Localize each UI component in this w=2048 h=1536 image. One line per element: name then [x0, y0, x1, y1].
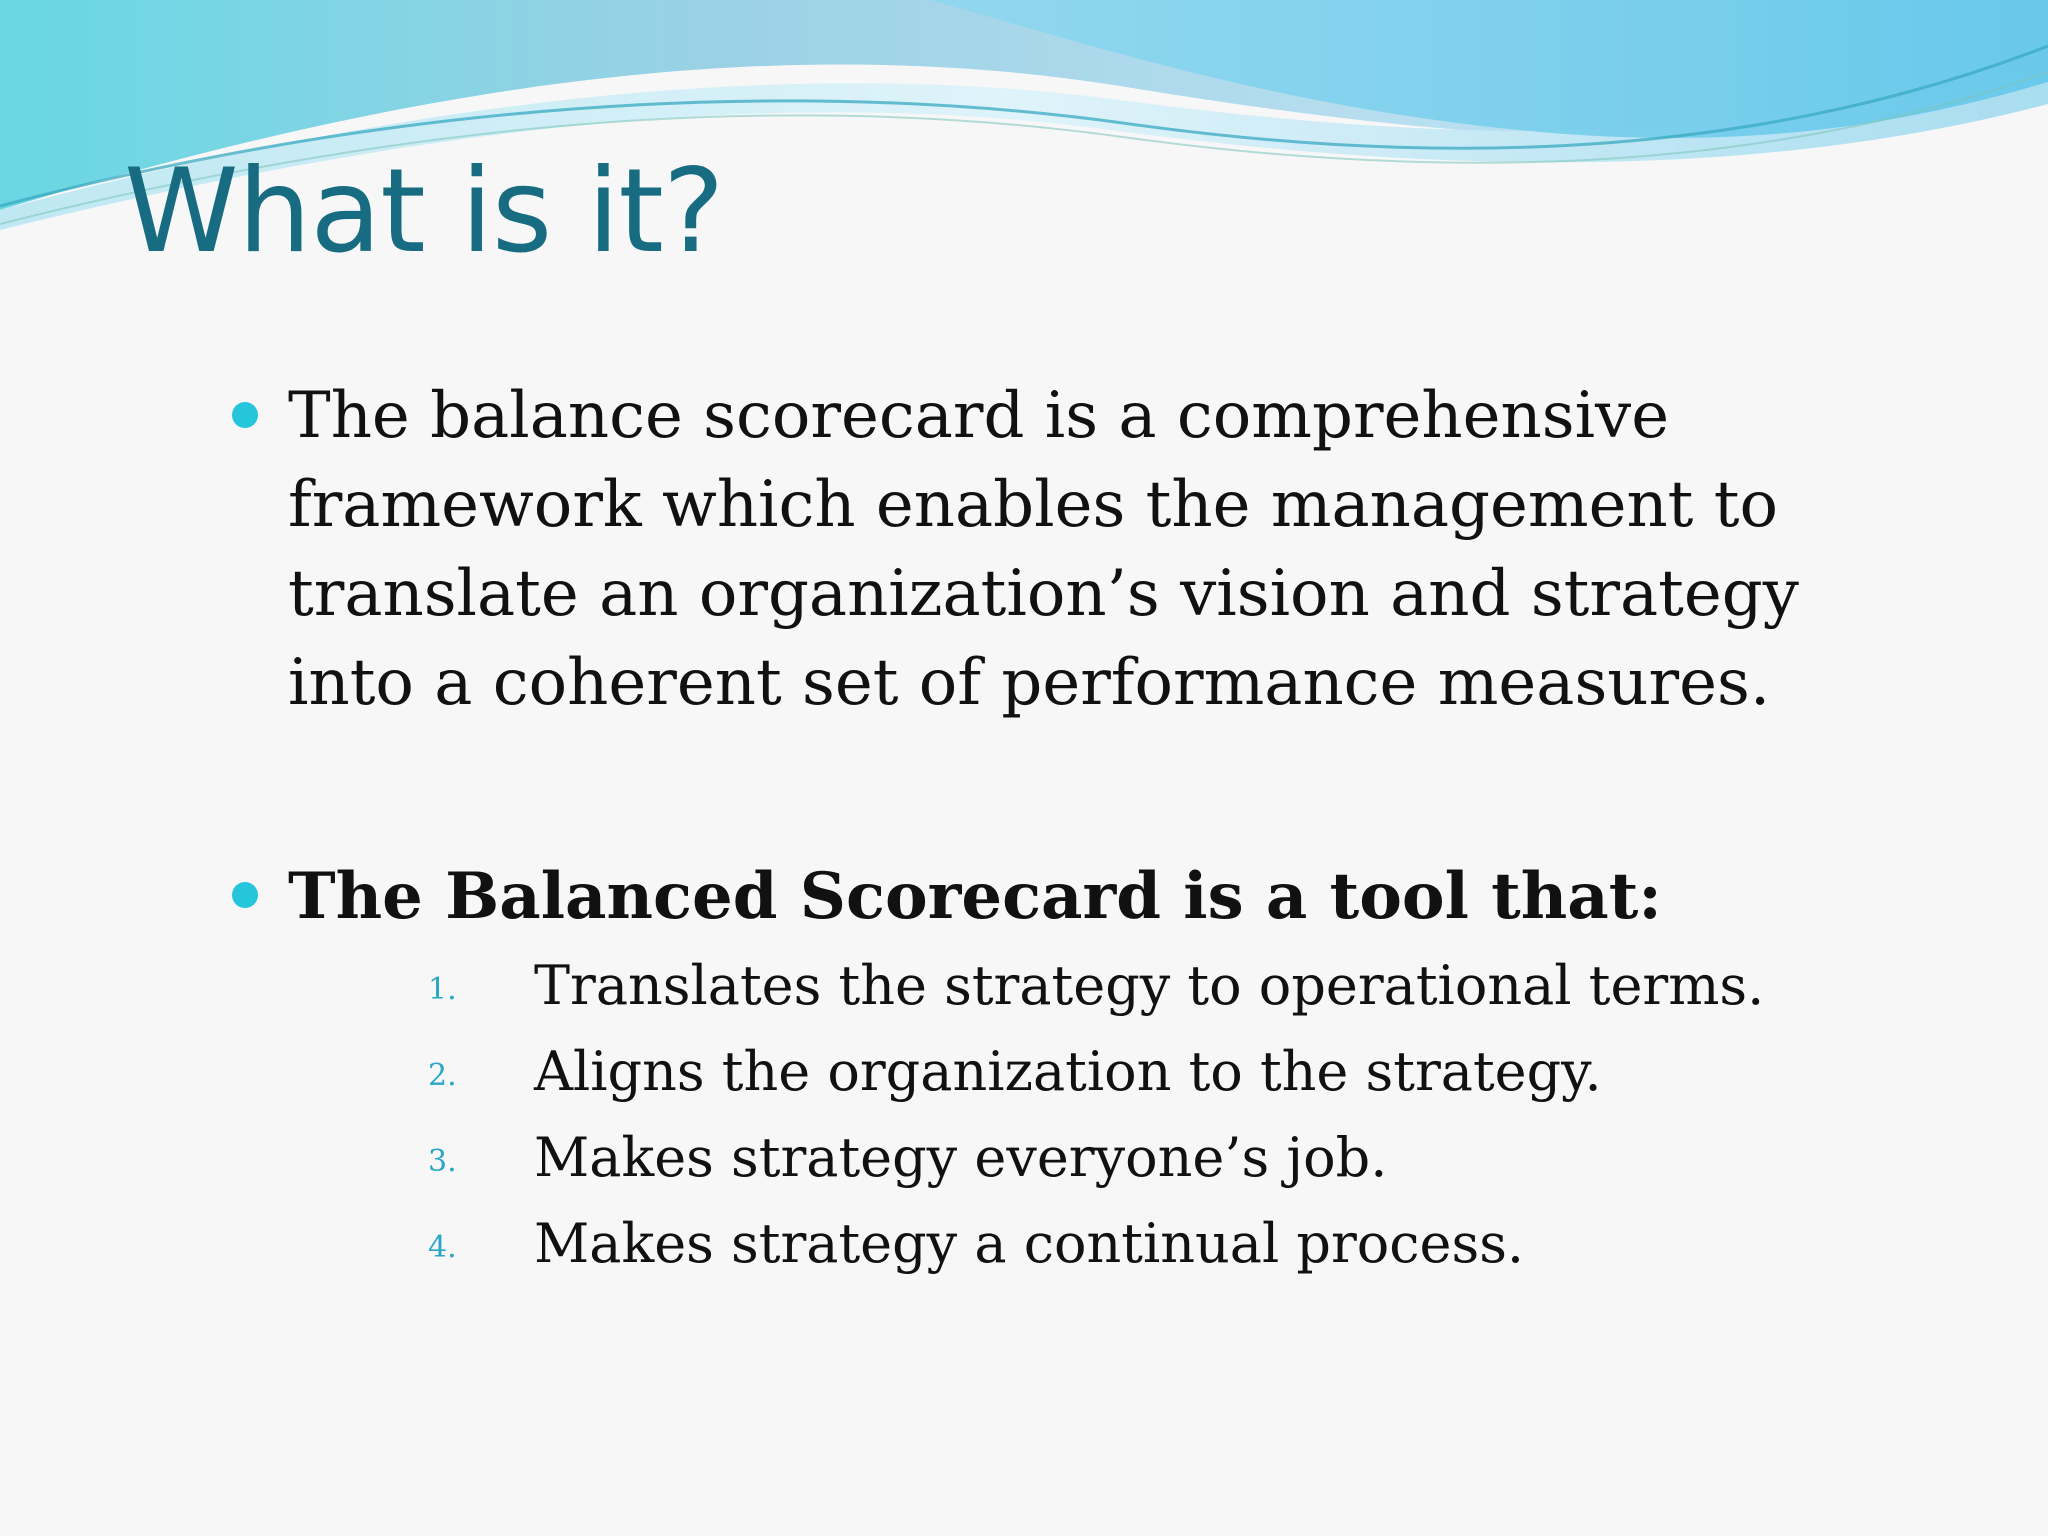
list-number: 4.: [428, 1230, 457, 1265]
list-number: 3.: [428, 1144, 457, 1179]
slide-title: What is it?: [124, 144, 724, 279]
numbered-list-item: [428, 946, 1928, 1032]
bullet-dot-icon: [232, 882, 258, 908]
list-item-text: Aligns the organization to the strategy.: [534, 1040, 1602, 1103]
numbered-list: [428, 946, 1928, 1290]
numbered-list-item: [428, 1032, 1928, 1118]
bullet-item-definition: [232, 372, 1912, 728]
numbered-list-item: [428, 1118, 1928, 1204]
list-item-text: Makes strategy a continual process.: [534, 1212, 1525, 1275]
list-number: 2.: [428, 1058, 457, 1093]
bullet-item-tool: [232, 852, 1912, 941]
bullet-text: The balance scorecard is a comprehensive framework which enables the management to translate an organization’s vision and strategy into a coherent set of performance measures.: [288, 379, 1799, 720]
bullet-text: The Balanced Scorecard is a tool that:: [288, 859, 1662, 934]
list-number: 1.: [428, 972, 457, 1007]
numbered-list-item: [428, 1204, 1928, 1290]
list-item-text: Translates the strategy to operational terms.: [534, 954, 1765, 1017]
list-item-text: Makes strategy everyone’s job.: [534, 1126, 1388, 1189]
bullet-dot-icon: [232, 402, 258, 428]
